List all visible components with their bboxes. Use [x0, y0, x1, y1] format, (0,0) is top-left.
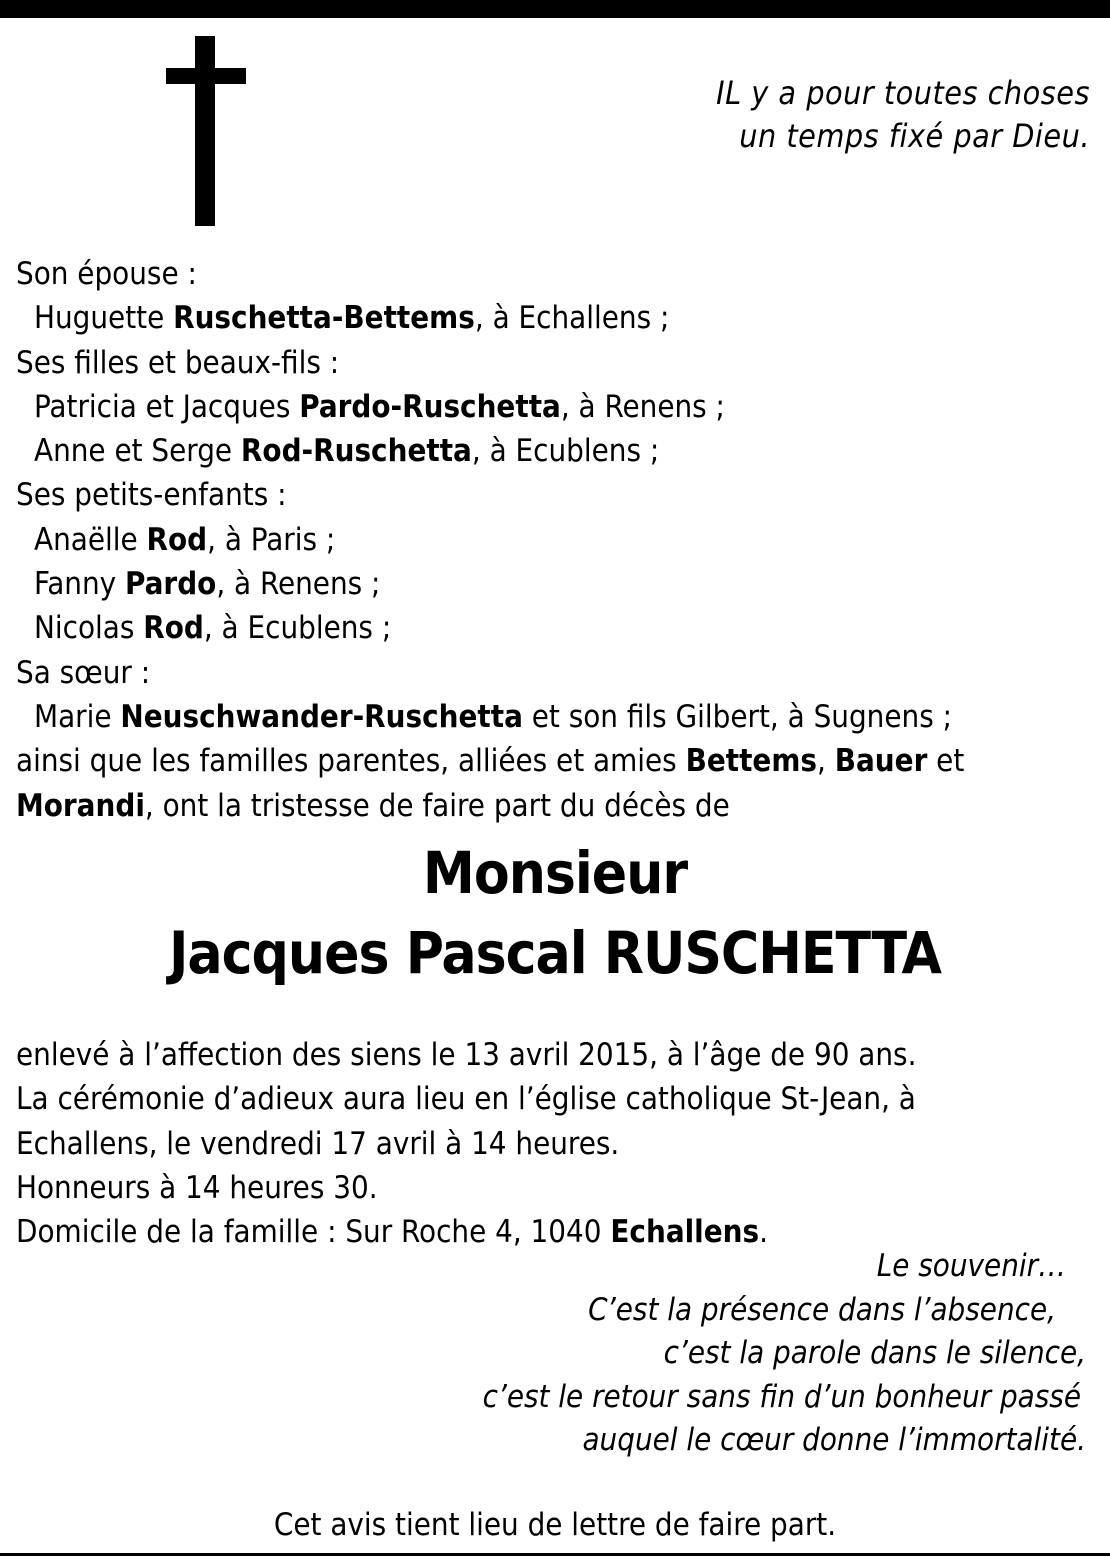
- surname: Rod: [146, 521, 208, 558]
- surname: Rod: [143, 610, 204, 647]
- poem-line: auquel le cœur donne l’immortalité.: [582, 1422, 1086, 1458]
- grandchild-entry: Fanny Pardo, à Renens ;: [34, 566, 381, 603]
- top-border-rule: [0, 0, 1110, 18]
- detail-line: La cérémonie d’adieux aura lieu en l’église catholique St-Jean, à: [16, 1081, 916, 1118]
- detail-line: Honneurs à 14 heures 30.: [16, 1169, 378, 1206]
- domicile-town: Echallens: [610, 1214, 760, 1251]
- sister-entry: Marie Neuschwander-Ruschetta et son fils Gilbert, à Sugnens ;: [34, 698, 952, 735]
- surname: Bettems: [685, 743, 817, 780]
- child-entry: Patricia et Jacques Pardo-Ruschetta, à Renens ;: [34, 388, 725, 425]
- child-entry: Anne et Serge Rod-Ruschetta, à Ecublens ;: [34, 433, 660, 470]
- bottom-border-rule: [0, 1553, 1110, 1556]
- surname: Bauer: [834, 743, 928, 780]
- cross-icon: [166, 36, 246, 226]
- poem-line: c’est la parole dans le silence,: [663, 1335, 1086, 1371]
- grandchild-entry: Anaëlle Rod, à Paris ;: [34, 521, 336, 558]
- poem-line: Le souvenir…: [876, 1248, 1066, 1284]
- footer-note: Cet avis tient lieu de lettre de faire part.: [273, 1507, 837, 1543]
- honorific: Monsieur: [422, 839, 688, 907]
- grandchild-entry: Nicolas Rod, à Ecublens ;: [34, 610, 392, 647]
- poem: [483, 1245, 1086, 1463]
- family-list: [16, 252, 1096, 828]
- deceased-name: Jacques Pascal RUSCHETTA: [169, 919, 941, 987]
- grandchildren-heading: Ses petits-enfants :: [16, 477, 287, 514]
- children-heading: Ses filles et beaux-fils :: [16, 344, 340, 381]
- spouse-heading: Son épouse :: [16, 256, 197, 292]
- epigraph: [716, 72, 1090, 158]
- ceremony-details: [16, 1033, 1096, 1254]
- allied-families: ainsi que les familles parentes, alliées et amies Bettems, Bauer et: [16, 743, 965, 780]
- surname: Morandi: [16, 787, 145, 824]
- surname: Rod-Ruschetta: [240, 433, 472, 470]
- poem-line: C’est la présence dans l’absence,: [588, 1291, 1056, 1328]
- surname: Pardo: [125, 566, 217, 603]
- surname: Neuschwander-Ruschetta: [120, 698, 523, 735]
- domicile-line: Domicile de la famille : Sur Roche 4, 1040 Echallens.: [16, 1214, 768, 1251]
- deceased-title: [0, 833, 1110, 993]
- surname: Pardo-Ruschetta: [299, 388, 561, 425]
- spouse-entry: Huguette Ruschetta-Bettems, à Echallens ;: [34, 300, 670, 337]
- epigraph-line: un temps fixé par Dieu.: [739, 117, 1090, 155]
- poem-line: c’est le retour sans fin d’un bonheur passé: [482, 1378, 1081, 1415]
- sister-heading: Sa sœur :: [16, 654, 151, 691]
- allied-families-cont: Morandi, ont la tristesse de faire part du décès de: [16, 787, 730, 824]
- epigraph-line: IL y a pour toutes choses: [716, 74, 1090, 112]
- detail-line: enlevé à l’affection des siens le 13 avril 2015, à l’âge de 90 ans.: [16, 1037, 917, 1073]
- surname: Ruschetta-Bettems: [173, 300, 475, 337]
- detail-line: Echallens, le vendredi 17 avril à 14 heures.: [16, 1125, 620, 1162]
